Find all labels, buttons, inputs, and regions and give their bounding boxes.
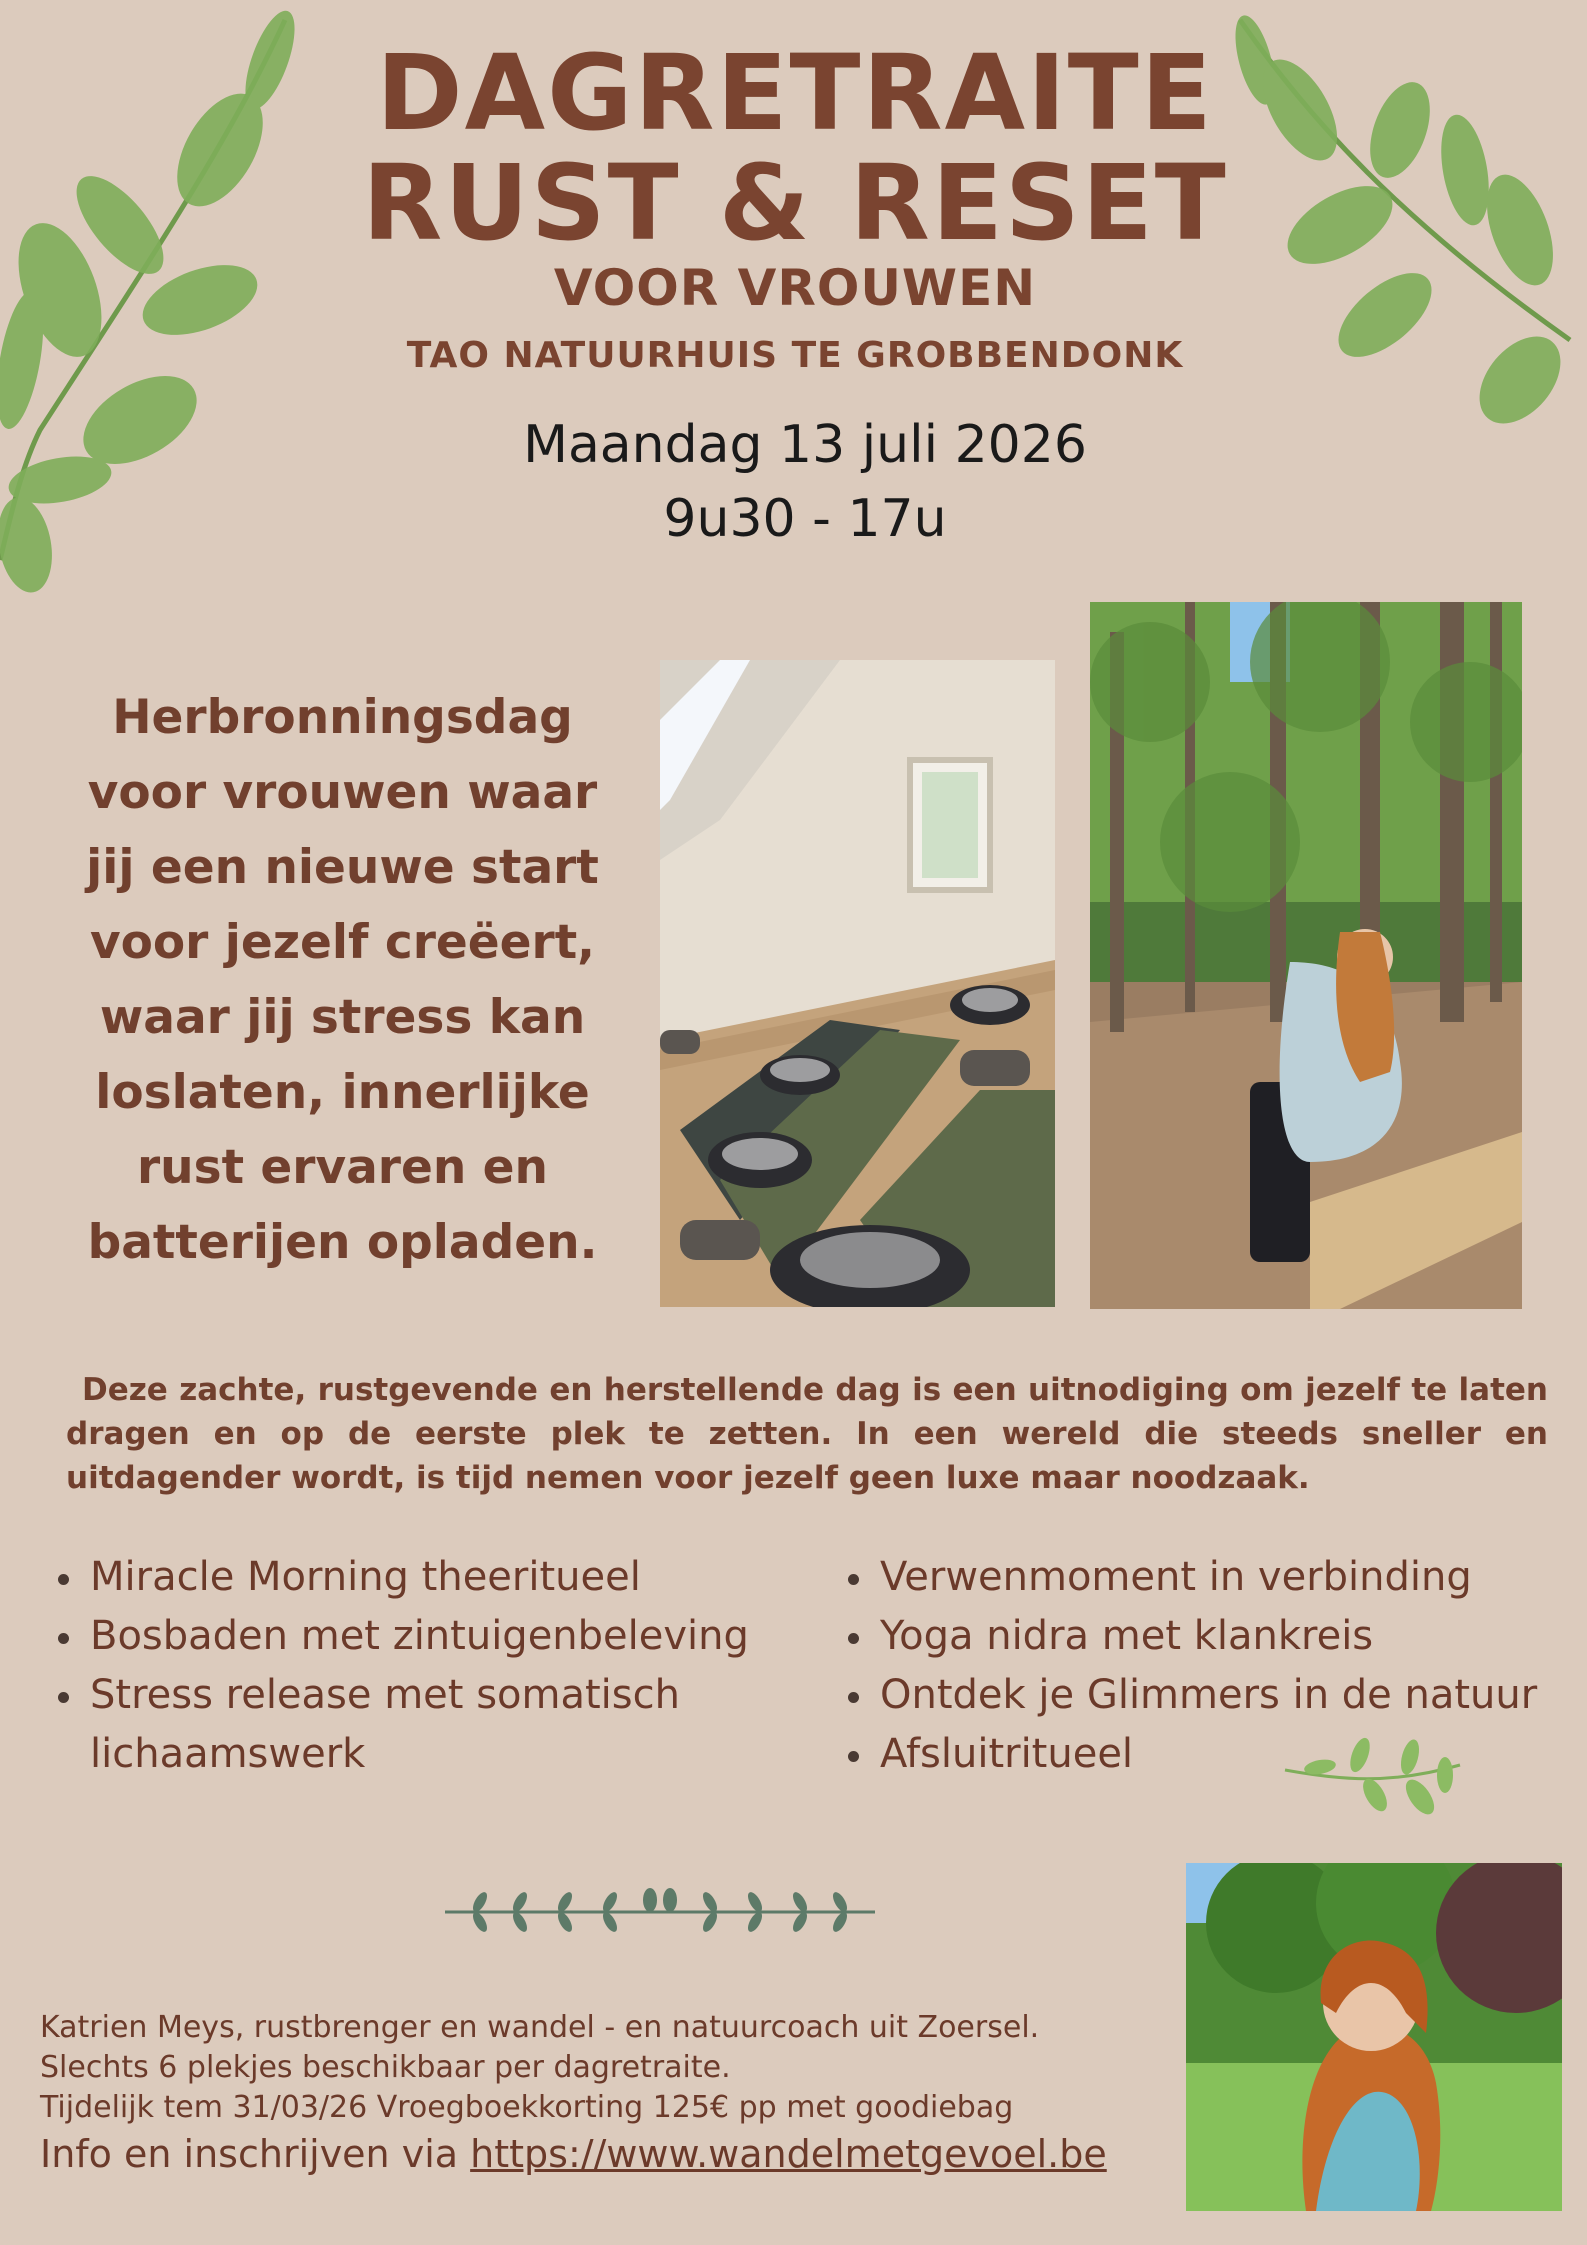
title-line-2: RUST & RESET xyxy=(362,142,1228,264)
title-line-1: DAGRETRAITE xyxy=(376,32,1214,154)
program-list-left xyxy=(48,1548,808,1784)
yoga-room-photo xyxy=(660,660,1055,1307)
footer-availability: Slechts 6 plekjes beschikbaar per dagretraite. xyxy=(40,2050,731,2085)
forest-photo xyxy=(1090,602,1522,1309)
lead-text: Herbronningsdag voor vrouwen waar jij een nieuwe start voor jezelf creëert, waar jij stress kan loslaten, innerlijke rust ervaren en batterijen opladen. xyxy=(86,690,599,1270)
list-item: Yoga nidra met klankreis xyxy=(838,1607,1578,1666)
leaf-sprig-icon xyxy=(1280,1735,1465,1825)
footer-info-label: Info en inschrijven via xyxy=(40,2132,471,2176)
list-item: Afsluitritueel xyxy=(838,1725,1578,1784)
list-item: Miracle Morning theeritueel xyxy=(48,1548,808,1607)
list-item: Stress release met somatisch lichaamswerk xyxy=(48,1666,808,1784)
intro-paragraph: Deze zachte, rustgevende en herstellende dag is een uitnodiging om jezelf te laten dragen en op de eerste plek te zetten. In een wereld die steeds sneller en uitdagender wordt, is tijd nemen voor jezelf geen luxe maar noodzaak. xyxy=(66,1372,1548,1496)
leaf-branch-top-left-icon xyxy=(0,0,310,600)
subtitle: VOOR VROUWEN xyxy=(553,259,1037,317)
list-item: Bosbaden met zintuigenbeleving xyxy=(48,1607,808,1666)
leaf-branch-top-right-icon xyxy=(1220,0,1587,440)
portrait-photo xyxy=(1186,1863,1562,2211)
list-item: Verwenmoment in verbinding xyxy=(838,1548,1578,1607)
vine-divider-icon xyxy=(440,1880,880,1940)
website-link[interactable]: https://www.wandelmetgevoel.be xyxy=(470,2132,1107,2176)
event-time: 9u30 - 17u xyxy=(663,489,947,549)
event-date: Maandag 13 juli 2026 xyxy=(523,415,1087,475)
footer-info xyxy=(40,2130,1107,2178)
footer-coach: Katrien Meys, rustbrenger en wandel - en natuurcoach uit Zoersel. xyxy=(40,2010,1040,2045)
list-item: Ontdek je Glimmers in de natuur xyxy=(838,1666,1578,1725)
program-list-right xyxy=(838,1548,1578,1784)
location: TAO NATUURHUIS TE GROBBENDONK xyxy=(406,335,1184,376)
footer-discount: Tijdelijk tem 31/03/26 Vroegboekkorting 125€ pp met goodiebag xyxy=(40,2090,1014,2125)
